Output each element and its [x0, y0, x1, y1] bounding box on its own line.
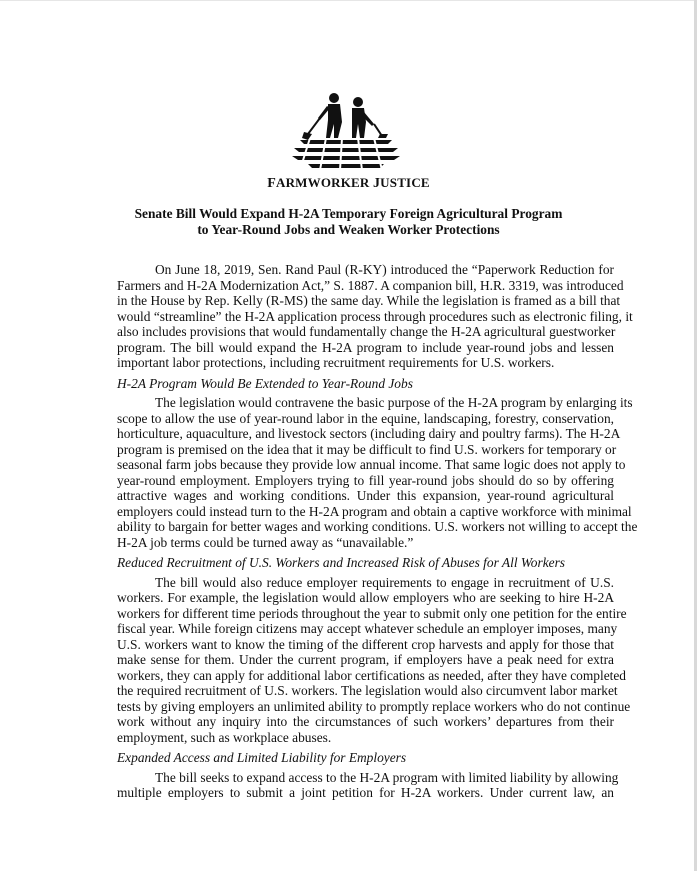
text-line: important labor protections, including recruitment requirements for U.S. workers. [117, 355, 555, 370]
text-line: tests by giving employers an unlimited ability to promptly replace workers who do not continue [117, 698, 631, 714]
org-initial-f: F [267, 176, 276, 191]
section-heading-joint-petition: Expanded Access and Limited Liability for Employers [117, 750, 407, 765]
text-line: scope to allow the use of year-round labor in the equine, landscaping, forestry, conservation, [117, 410, 614, 426]
paragraph-recruitment [79, 574, 631, 746]
paragraph-joint-petition [79, 769, 619, 801]
text-line: year-round employment. Employers trying to fill year-round jobs should do so by offering [117, 472, 614, 488]
document-title [60, 206, 637, 238]
text-line: would “streamline” the H-2A application process through procedures such as electronic filing, it [117, 308, 633, 324]
text-line: The bill would also reduce employer requirements to engage in recruitment of U.S. [155, 574, 614, 590]
text-line: make sense for them. Under the current program, if employers have a peak need for extra [117, 652, 614, 667]
text-line: workers, they can apply for additional labor certifications as needed, after they have completed [117, 667, 627, 683]
page-top-edge [0, 0, 697, 1]
text-line: also includes provisions that would fundamentally change the H-2A agricultural guestworker [117, 324, 616, 339]
text-line: multiple employers to submit a joint petition for H-2A workers. Under current law, an [117, 785, 614, 800]
text-line: The bill seeks to expand access to the H-2A program with limited liability by allowing [155, 769, 619, 785]
document-body [79, 262, 638, 804]
organization-name [0, 175, 697, 192]
org-word-2-rest: USTICE [380, 175, 430, 190]
farmworker-silhouette-logo [290, 90, 402, 172]
text-line: workers for different time periods throughout the year to submit only one petition for the entire [117, 605, 627, 621]
section-heading-recruitment: Reduced Recruitment of U.S. Workers and Increased Risk of Abuses for All Workers [117, 555, 566, 570]
text-line: H-2A job terms could be turned away as “unavailable.” [117, 534, 414, 550]
text-line: The legislation would contravene the basic purpose of the H-2A program by enlarging its [155, 395, 633, 410]
text-line: ability to bargain for better wages and working conditions. U.S. workers not willing to accept the [117, 519, 638, 534]
text-line: On June 18, 2019, Sen. Rand Paul (R-KY) introduced the “Paperwork Reduction for [155, 262, 614, 277]
text-line: seasonal farm jobs because they provide low annual income. That same logic does not apply to [117, 457, 626, 472]
org-initial-j: J [372, 176, 381, 191]
text-line: program. The bill would expand the H-2A program to include year-round jobs and lessen [117, 339, 614, 355]
text-line: employers could instead turn to the H-2A program and obtain a captive workforce with minimal [117, 503, 632, 519]
text-line: workers. For example, the legislation would allow employers who are seeking to hire H-2A [117, 590, 614, 605]
text-line: work without any inquiry into the circumstances of such workers’ departures from their [117, 714, 614, 729]
section-heading-year-round: H-2A Program Would Be Extended to Year-Round Jobs [117, 375, 413, 391]
text-line: in the House by Rep. Kelly (R-MS) the same day. While the legislation is framed as a bill that [117, 293, 621, 308]
text-line: U.S. workers want to know the timing of the different crop harvests and apply for those that [117, 636, 614, 652]
title-line-2: to Year-Round Jobs and Weaken Worker Protections [197, 222, 500, 237]
title-line-1: Senate Bill Would Expand H-2A Temporary Foreign Agricultural Program [134, 206, 563, 221]
text-line: employment, such as workplace abuses. [117, 729, 332, 745]
paragraph-year-round [79, 395, 638, 550]
text-line: the required recruitment of U.S. workers. The legislation would also circumvent labor market [117, 683, 618, 698]
text-line: fiscal year. While foreign citizens may accept whatever schedule an employer imposes, many [117, 621, 618, 636]
text-line: Farmers and H-2A Modernization Act,” S. 1887. A companion bill, H.R. 3319, was introduced [117, 277, 624, 293]
text-line: attractive wages and working conditions. Under this expansion, year-round agricultural [117, 488, 614, 503]
org-word-1-rest: ARMWORKER [275, 175, 370, 190]
text-line: program is premised on the idea that it may be difficult to find U.S. workers for temporary or [117, 441, 617, 457]
paragraph-intro [79, 262, 633, 371]
text-line: horticulture, aquaculture, and livestock sectors (including dairy and poultry farms). The H-2A [117, 426, 621, 441]
